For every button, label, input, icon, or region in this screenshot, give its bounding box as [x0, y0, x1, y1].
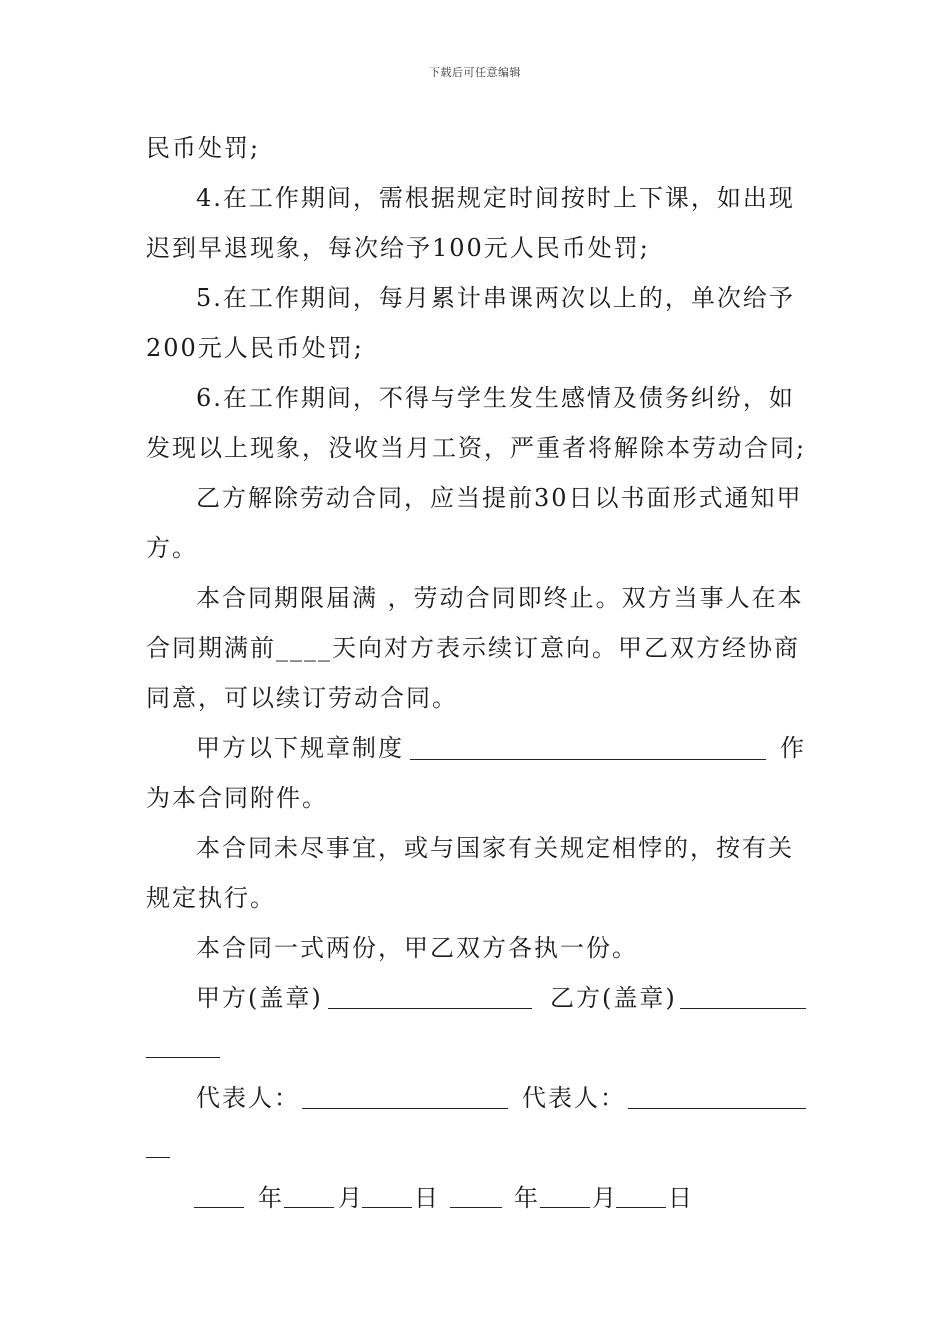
copies-line: 本合同一式两份，甲乙双方各执一份。 [196, 934, 638, 962]
party-b-seal-label: 乙方(盖章) [550, 984, 677, 1012]
termination-notice-line-1: 乙方解除劳动合同，应当提前30日以书面形式通知甲 [196, 484, 803, 512]
date-a-year-label: 年 [258, 1184, 284, 1212]
representative-a-blank [302, 1108, 508, 1109]
matters-line-2: 规定执行。 [146, 884, 276, 912]
paragraph-line: 民币处罚; [146, 134, 261, 162]
date-b-month-label: 月 [592, 1184, 618, 1212]
party-a-seal-label: 甲方(盖章) [196, 984, 323, 1012]
date-b-year-blank [450, 1207, 502, 1208]
date-b-year-label: 年 [514, 1184, 540, 1212]
renewal-line-2: 合同期满前____天向对方表示续订意向。甲乙双方经协商 [146, 634, 800, 662]
rules-blank-field [410, 759, 766, 760]
representative-b-blank-continued [146, 1157, 170, 1158]
date-a-day-label: 日 [414, 1184, 440, 1212]
date-a-year-blank [194, 1207, 244, 1208]
clause-6-line-1: 6.在工作期间，不得与学生发生感情及债务纠纷，如 [196, 384, 795, 412]
clause-4-line-2: 迟到早退现象，每次给予100元人民币处罚; [146, 234, 650, 262]
termination-notice-line-2: 方。 [146, 534, 198, 562]
party-b-seal-blank [680, 1008, 806, 1009]
party-a-seal-blank [328, 1008, 532, 1009]
renewal-line-3: 同意，可以续订劳动合同。 [146, 684, 458, 712]
date-b-month-blank [540, 1207, 590, 1208]
rules-attachment-suffix: 作 [780, 734, 806, 762]
date-a-day-blank [362, 1207, 412, 1208]
representative-a-label: 代表人： [196, 1084, 300, 1112]
date-a-month-blank [284, 1207, 334, 1208]
rules-attachment-line-2: 为本合同附件。 [146, 784, 328, 812]
date-b-day-label: 日 [668, 1184, 694, 1212]
renewal-line-1: 本合同期限届满 ，劳动合同即终止。双方当事人在本 [196, 584, 804, 612]
party-b-seal-blank-continued [146, 1057, 220, 1058]
rules-attachment-label: 甲方以下规章制度 [196, 734, 404, 762]
representative-b-blank [628, 1108, 806, 1109]
representative-b-label: 代表人： [522, 1084, 626, 1112]
date-b-day-blank [616, 1207, 666, 1208]
matters-line-1: 本合同未尽事宜，或与国家有关规定相悖的，按有关 [196, 834, 794, 862]
page-header: 下载后可任意编辑 [429, 66, 521, 79]
clause-5-line-2: 200元人民币处罚; [146, 334, 364, 362]
clause-6-line-2: 发现以上现象，没收当月工资，严重者将解除本劳动合同; [146, 434, 807, 462]
date-a-month-label: 月 [338, 1184, 364, 1212]
clause-5-line-1: 5.在工作期间，每月累计串课两次以上的，单次给予 [196, 284, 795, 312]
clause-4-line-1: 4.在工作期间，需根据规定时间按时上下课，如出现 [196, 184, 795, 212]
